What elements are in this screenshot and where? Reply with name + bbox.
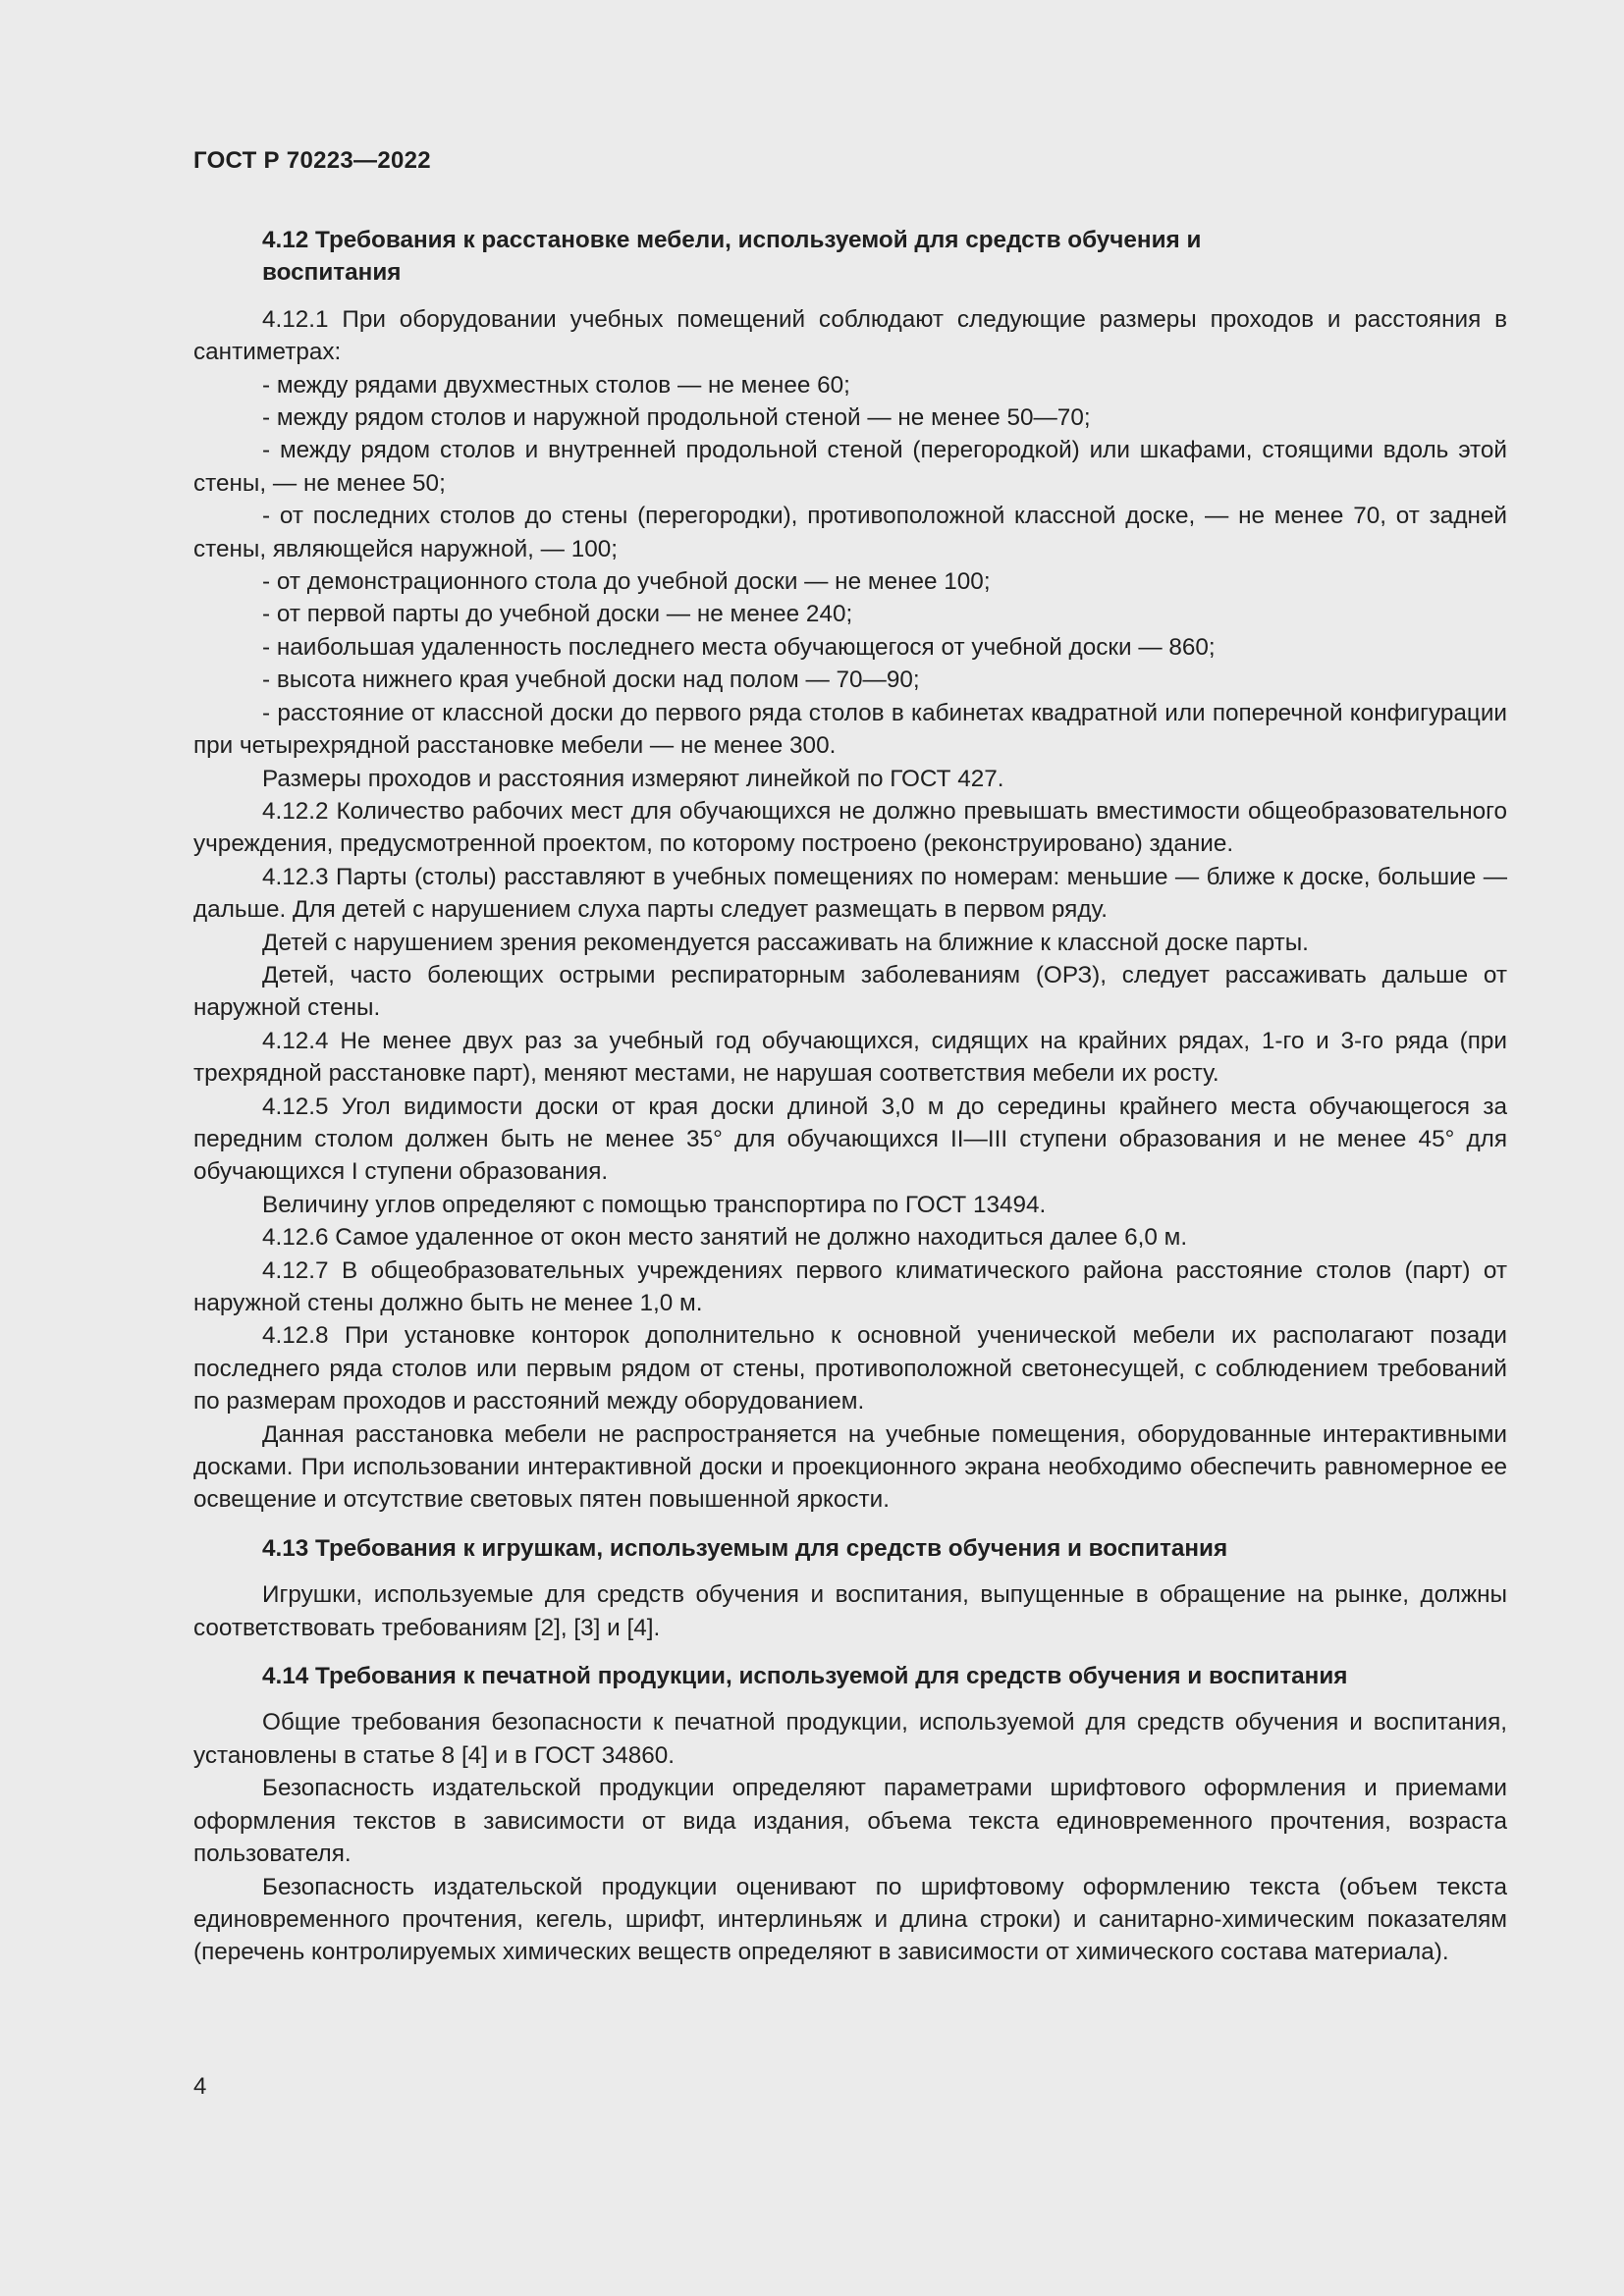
section-4-12-title: 4.12 Требования к расстановке мебели, используемой для средств обучения и воспитания xyxy=(262,227,1202,287)
paragraph: Безопасность издательской продукции определяют параметрами шрифтового оформления и приемами оформления текстов в зависимости от вида издания, объема текста единовременного прочтения, возраста пользователя. xyxy=(193,1775,1507,1868)
paragraph: 4.12.8 При установке конторок дополнительно к основной ученической мебели их располагают позади последнего ряда столов или первым рядом от стены, противоположной светонесущей, с соблюдением требований по размерам проходов и расстояний между оборудованием. xyxy=(193,1322,1507,1415)
paragraph: 4.12.6 Самое удаленное от окон место занятий не должно находиться далее 6,0 м. xyxy=(262,1224,1188,1252)
paragraph: Общие требования безопасности к печатной продукции, используемой для средств обучения и воспитания, установлены в статье 8 [4] и в ГОСТ 34860. xyxy=(193,1709,1507,1769)
paragraph: 4.12.5 Угол видимости доски от края доски длиной 3,0 м до середины крайнего места обучающегося за передним столом должен быть не менее 35° для обучающихся II—III ступени образования и не менее 45° для обучающихся I ступени образования. xyxy=(193,1093,1507,1186)
list-item: - между рядом столов и наружной продольной стеной — не менее 50—70; xyxy=(262,404,1091,432)
list-item: - от первой парты до учебной доски — не менее 240; xyxy=(262,601,853,628)
paragraph: 4.12.2 Количество рабочих мест для обучающихся не должно превышать вместимости общеобразовательного учреждения, предусмотренной проектом, по которому построено (реконструировано) здание. xyxy=(193,797,1507,858)
paragraph: Игрушки, используемые для средств обучения и воспитания, выпущенные в обращение на рынке, должны соответствовать требованиям [2], [3] и [4]. xyxy=(193,1581,1507,1641)
list-item: - от демонстрационного стола до учебной доски — не менее 100; xyxy=(262,568,991,596)
paragraph: Величину углов определяют с помощью транспортира по ГОСТ 13494. xyxy=(262,1191,1047,1218)
list-item: - высота нижнего края учебной доски над полом — 70—90; xyxy=(262,667,920,694)
paragraph: Детей, часто болеющих острыми респираторным заболеваниям (ОРЗ), следует рассаживать дальше от наружной стены. xyxy=(193,961,1507,1022)
list-item: - расстояние от классной доски до первого ряда столов в кабинетах квадратной или поперечной конфигурации при четырехрядной расстановке мебели — не менее 300. xyxy=(193,699,1507,760)
list-item: - между рядом столов и внутренней продольной стеной (перегородкой) или шкафами, стоящими вдоль этой стены, — не менее 50; xyxy=(193,437,1507,497)
section-4-13-title: 4.13 Требования к игрушкам, используемым для средств обучения и воспитания xyxy=(262,1534,1228,1562)
page-number: 4 xyxy=(193,2073,207,2100)
list-item: - от последних столов до стены (перегородки), противоположной классной доске, — не менее 70, от задней стены, являющейся наружной, — 100; xyxy=(193,503,1507,562)
paragraph: 4.12.3 Парты (столы) расставляют в учебных помещениях по номерам: меньшие — ближе к доске, большие — дальше. Для детей с нарушением слуха парты следует размещать в первом ряду. xyxy=(193,863,1507,924)
paragraph: 4.12.7 В общеобразовательных учреждениях первого климатического района расстояние столов (парт) от наружной стены должно быть не менее 1,0 м. xyxy=(193,1256,1507,1316)
document-body xyxy=(193,224,1507,1969)
standard-header: ГОСТ Р 70223—2022 xyxy=(193,147,431,174)
paragraph: Детей с нарушением зрения рекомендуется рассаживать на ближние к классной доске парты. xyxy=(262,929,1309,956)
paragraph: Размеры проходов и расстояния измеряют линейкой по ГОСТ 427. xyxy=(262,765,1004,792)
section-4-14-title: 4.14 Требования к печатной продукции, используемой для средств обучения и воспитания xyxy=(262,1663,1348,1690)
paragraph: 4.12.1 При оборудовании учебных помещений соблюдают следующие размеры проходов и расстояния в сантиметрах: xyxy=(193,305,1507,366)
paragraph: Данная расстановка мебели не распространяется на учебные помещения, оборудованные интерактивными досками. При использовании интерактивной доски и проекционного экрана необходимо обеспечить равномерное ее освещение и отсутствие световых пятен повышенной яркости. xyxy=(193,1420,1507,1514)
list-item: - наибольшая удаленность последнего места обучающегося от учебной доски — 860; xyxy=(262,633,1216,661)
paragraph: 4.12.4 Не менее двух раз за учебный год обучающихся, сидящих на крайних рядах, 1-го и 3-го ряда (при трехрядной расстановке парт), меняют местами, не нарушая соответствия мебели их росту. xyxy=(193,1027,1507,1088)
paragraph: Безопасность издательской продукции оценивают по шрифтовому оформлению текста (объем текста единовременного прочтения, кегель, шрифт, интерлиньяж и длина строки) и санитарно-химическим показателям (перечень контролируемых химических веществ определяют в зависимости от химического состава материала). xyxy=(193,1873,1507,1966)
list-item: - между рядами двухместных столов — не менее 60; xyxy=(262,371,850,399)
